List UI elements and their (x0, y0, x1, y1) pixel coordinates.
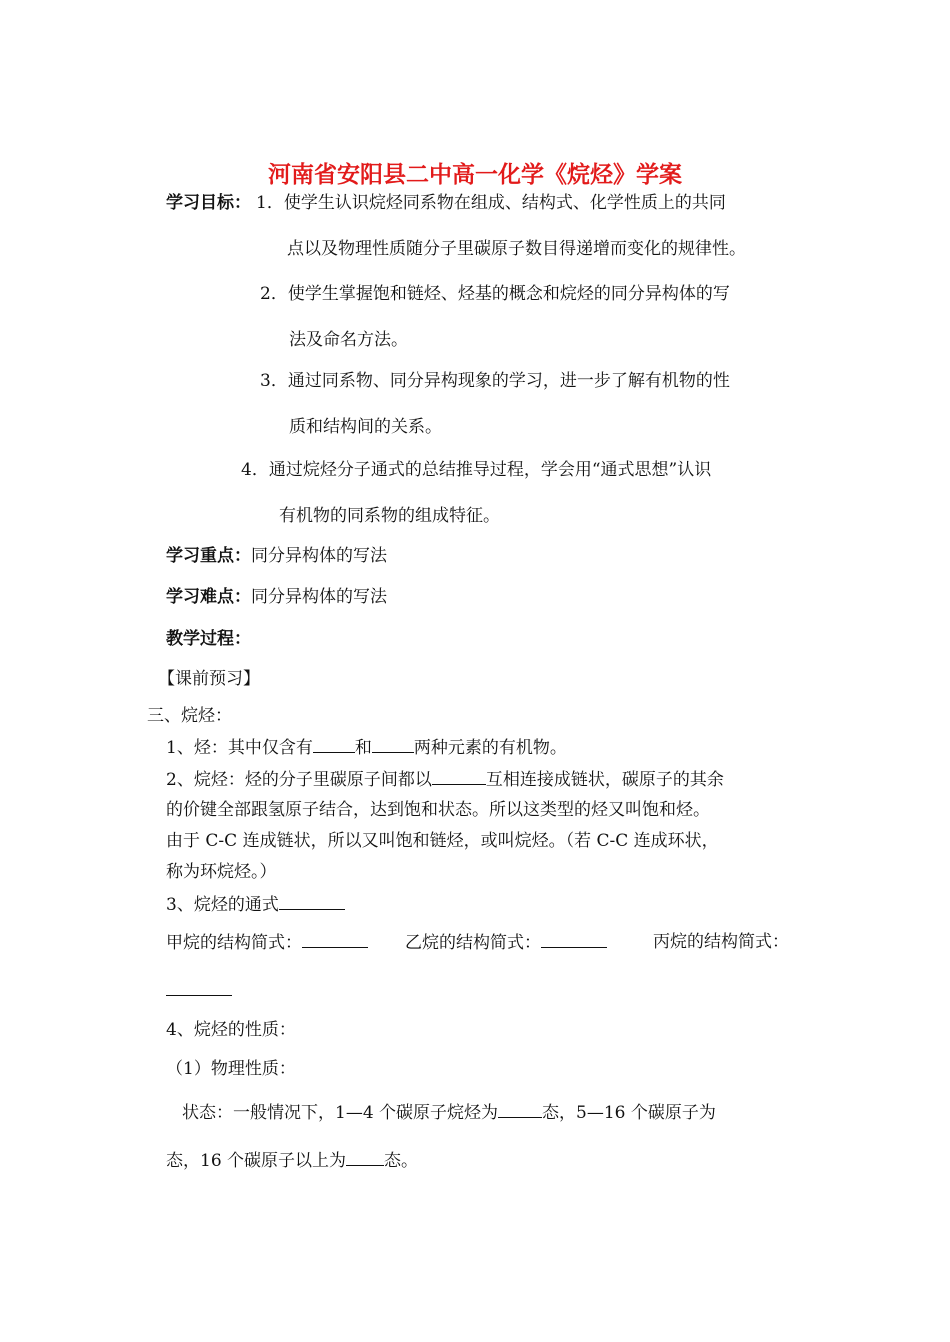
physical-properties-label: （1）物理性质： (166, 1059, 296, 1079)
methane-blank[interactable] (302, 931, 368, 948)
key-point-text: 同分异构体的写法 (251, 546, 387, 566)
q1-text-b: 和 (354, 738, 372, 758)
state-text-b: 态，5—16 个碳原子为 (542, 1103, 716, 1123)
key-point-label: 学习重点： (166, 546, 251, 566)
state-blank-2[interactable] (346, 1149, 384, 1166)
key-point (166, 545, 387, 567)
section-heading: 三、烷烃： (147, 706, 232, 726)
q1-text-a: 1、烃：其中仅含有 (166, 738, 313, 758)
difficulty (166, 586, 387, 608)
state-text-c: 态，16 个碳原子以上为 (166, 1151, 347, 1171)
q2-text-b: 互相连接成链状，碳原子的其余 (485, 770, 724, 790)
propane-label: 丙烷的结构简式： (653, 932, 789, 952)
difficulty-text: 同分异构体的写法 (251, 587, 387, 607)
state-text-a: 状态：一般情况下，1—4 个碳原子烷烃为 (182, 1103, 499, 1123)
q1-blank-1[interactable] (313, 736, 355, 753)
process-label: 教学过程： (166, 629, 251, 649)
document-title: 河南省安阳县二中高一化学《烷烃》学案 (268, 161, 682, 188)
question-2-line-2: 的价键全部跟氢原子结合，达到饱和状态。所以这类型的烃又叫饱和烃。 (166, 800, 710, 820)
objectives-label: 学习目标： (166, 193, 251, 213)
q2-blank[interactable] (432, 768, 486, 785)
propane-blank[interactable] (166, 979, 232, 996)
objective-4-line-2: 有机物的同系物的组成特征。 (279, 506, 500, 526)
objective-3-line-1: 3．通过同系物、同分异构现象的学习，进一步了解有机物的性 (260, 371, 730, 391)
objective-2-line-1: 2．使学生掌握饱和链烃、烃基的概念和烷烃的同分异构体的写 (260, 284, 730, 304)
question-2-line-1 (166, 768, 724, 791)
ethane-blank[interactable] (541, 931, 607, 948)
q2-text-a: 2、烷烃：烃的分子里碳原子间都以 (166, 770, 432, 790)
methane-label: 甲烷的结构简式： (166, 933, 302, 953)
state-text-d: 态。 (384, 1151, 419, 1171)
objective-1-line-1: 1．使学生认识烷烃同系物在组成、结构式、化学性质上的共同 (256, 193, 726, 213)
state-line-1 (182, 1101, 716, 1124)
question-2-line-3: 由于 C-C 连成链状，所以又叫饱和链烃，或叫烷烃。（若 C-C 连成环状， (166, 831, 719, 851)
ethane-label: 乙烷的结构简式： (405, 933, 541, 953)
ethane-line (405, 931, 607, 954)
methane-line (166, 931, 368, 954)
q1-blank-2[interactable] (372, 736, 414, 753)
question-1 (166, 736, 567, 759)
state-line-2 (166, 1149, 418, 1172)
q3-text: 3、烷烃的通式 (166, 895, 279, 915)
question-3 (166, 893, 345, 916)
objective-3-line-2: 质和结构间的关系。 (289, 417, 442, 437)
propane-line (166, 979, 232, 1002)
q1-text-c: 两种元素的有机物。 (413, 738, 567, 758)
preview-label: 【课前预习】 (158, 669, 260, 689)
q3-formula-blank[interactable] (279, 893, 345, 910)
state-blank-1[interactable] (498, 1101, 542, 1118)
question-2-line-4: 称为环烷烃。） (166, 862, 277, 882)
objective-4-line-1: 4．通过烷烃分子通式的总结推导过程，学会用“通式思想”认识 (241, 460, 712, 480)
question-4-heading: 4、烷烃的性质： (166, 1020, 296, 1040)
objective-2-line-2: 法及命名方法。 (289, 330, 408, 350)
objective-1-line-2: 点以及物理性质随分子里碳原子数目得递增而变化的规律性。 (287, 239, 746, 259)
difficulty-label: 学习难点： (166, 587, 251, 607)
